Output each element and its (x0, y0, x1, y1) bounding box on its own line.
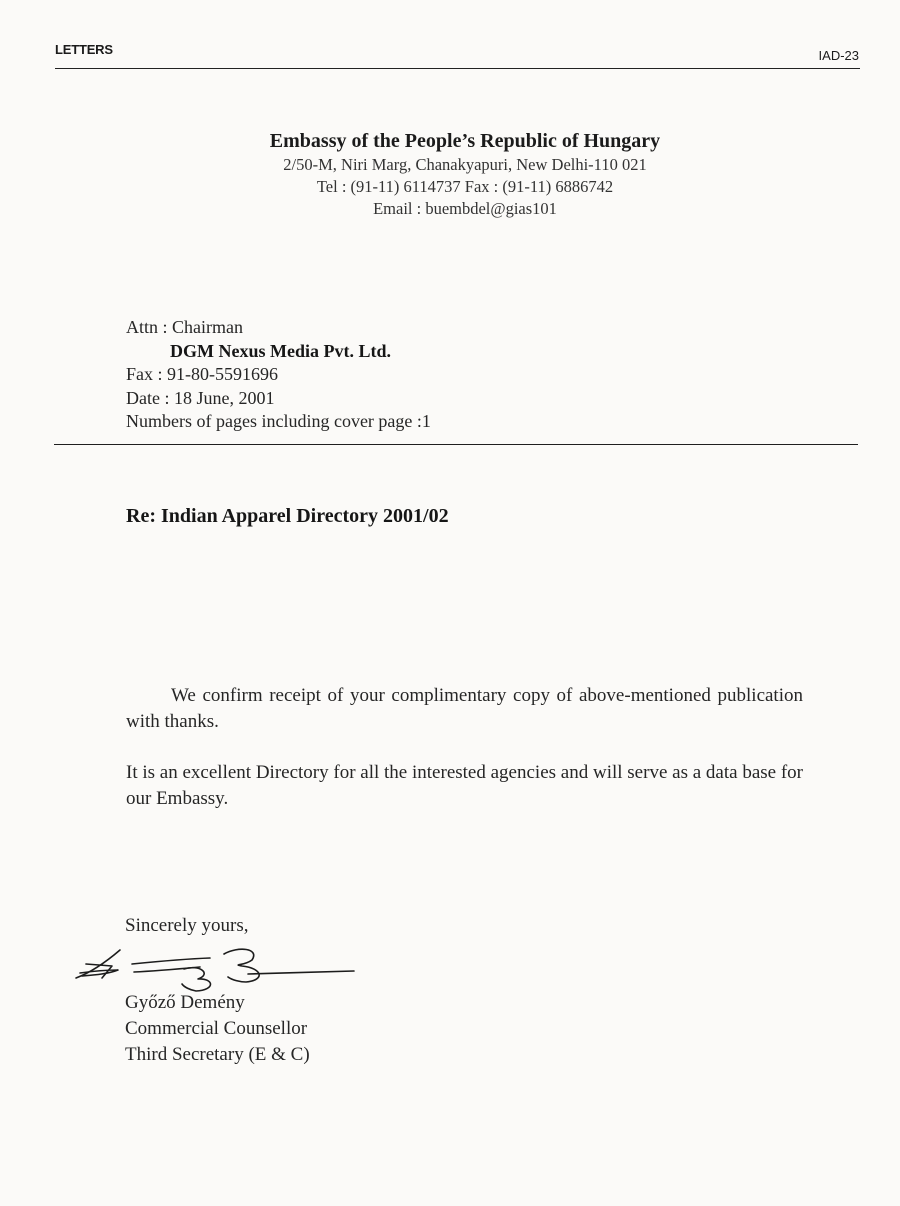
subject-line: Re: Indian Apparel Directory 2001/02 (126, 505, 449, 527)
signer-title: Commercial Counsellor (125, 1018, 308, 1039)
recipient-company: DGM Nexus Media Pvt. Ltd. (170, 340, 391, 361)
closing: Sincerely yours, (125, 915, 249, 936)
page-header-code: IAD-23 (818, 48, 859, 63)
attn-line: Attn : Chairman (126, 317, 243, 337)
recipient-block (126, 316, 431, 434)
signer-block (125, 990, 310, 1068)
fax-line: Fax : 91-80-5591696 (126, 364, 278, 384)
page-header-section: LETTERS (55, 42, 113, 57)
pages-line: Numbers of pages including cover page :1 (126, 411, 431, 431)
signer-name: Győző Demény (125, 992, 245, 1013)
embassy-email: Email : buembdel@gias101 (373, 199, 557, 218)
header-rule (55, 68, 860, 69)
embassy-name: Embassy of the People’s Republic of Hungary (269, 130, 661, 152)
embassy-phone-fax: Tel : (91-11) 6114737 Fax : (91-11) 6886742 (316, 177, 614, 196)
embassy-address: 2/50-M, Niri Marg, Chanakyapuri, New Delhi-110 021 (283, 155, 647, 174)
letterhead (0, 128, 900, 220)
fax-rule (54, 444, 858, 445)
body-paragraph-1: We confirm receipt of your complimentary copy of above-mentioned publication with thanks. (126, 685, 803, 732)
date-line: Date : 18 June, 2001 (126, 387, 275, 408)
letter-body (126, 683, 803, 837)
body-paragraph-2: It is an excellent Directory for all the interested agencies and will serve as a data base for our Embassy. (126, 762, 803, 809)
signer-rank: Third Secretary (E & C) (125, 1044, 310, 1065)
